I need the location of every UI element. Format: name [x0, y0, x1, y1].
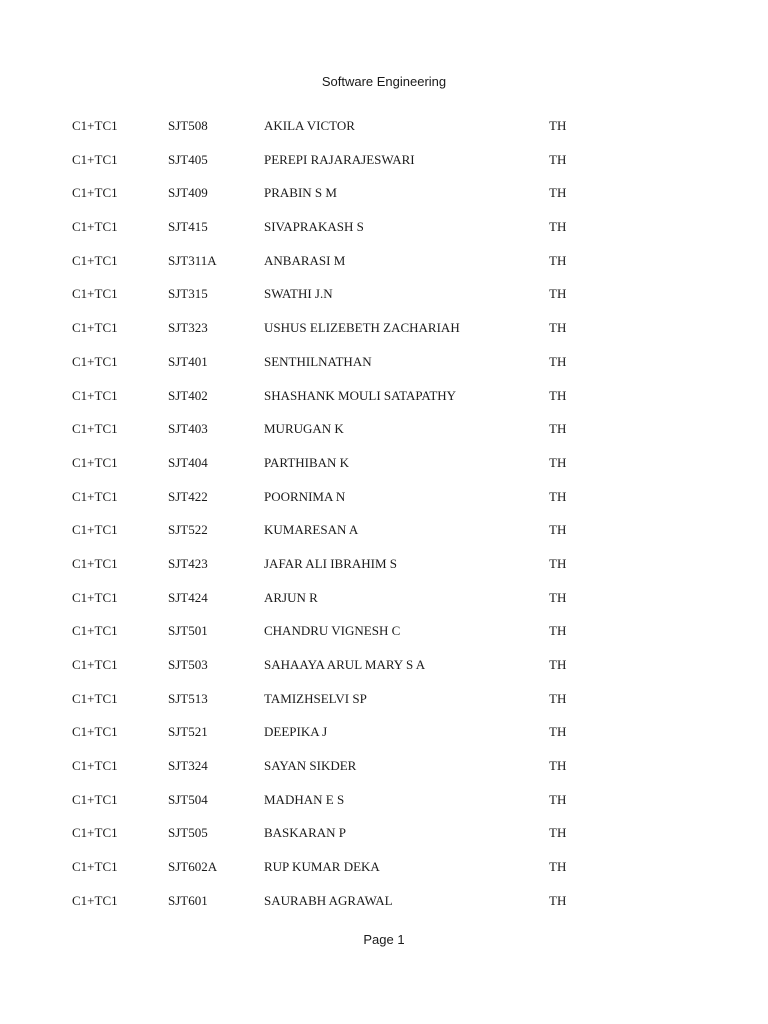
room-cell: SJT324 [168, 758, 208, 774]
type-cell: TH [549, 185, 567, 201]
list-row [0, 547, 768, 581]
type-cell: TH [549, 825, 567, 841]
type-cell: TH [549, 353, 567, 369]
list-row [0, 176, 768, 210]
page-number: Page 1 [363, 932, 405, 947]
room-cell: SJT404 [168, 454, 208, 470]
type-cell: TH [549, 488, 567, 504]
slot-cell: C1+TC1 [72, 118, 118, 133]
room-cell: SJT503 [168, 657, 208, 672]
slot-cell: C1+TC1 [72, 387, 118, 403]
list-row [0, 749, 768, 783]
faculty-name-cell: SAYAN SIKDER [264, 758, 357, 774]
list-row [0, 480, 768, 514]
list-row [0, 513, 768, 547]
list-row [0, 109, 768, 143]
room-cell: SJT508 [168, 118, 208, 133]
list-row [0, 884, 768, 918]
room-cell: SJT423 [168, 555, 208, 571]
type-cell: TH [549, 657, 567, 672]
faculty-name-cell: USHUS ELIZEBETH ZACHARIAH [264, 320, 460, 336]
room-cell: SJT521 [168, 724, 208, 740]
faculty-name-cell: SAHAAYA ARUL MARY S A [264, 657, 426, 672]
list-row [0, 783, 768, 817]
slot-cell: C1+TC1 [72, 892, 118, 908]
type-cell: TH [549, 892, 567, 908]
room-cell: SJT415 [168, 219, 208, 235]
room-cell: SJT403 [168, 421, 208, 437]
type-cell: TH [549, 219, 567, 235]
slot-cell: C1+TC1 [72, 219, 118, 235]
slot-cell: C1+TC1 [72, 286, 118, 302]
faculty-name-cell: SIVAPRAKASH S [264, 219, 364, 235]
slot-cell: C1+TC1 [72, 724, 118, 740]
type-cell: TH [549, 151, 567, 167]
type-cell: TH [549, 320, 567, 336]
faculty-name-cell: ANBARASI M [264, 252, 346, 268]
slot-cell: C1+TC1 [72, 589, 118, 605]
faculty-name-cell: TAMIZHSELVI SP [264, 690, 367, 706]
room-cell: SJT402 [168, 387, 208, 403]
type-cell: TH [549, 454, 567, 470]
list-row [0, 311, 768, 345]
type-cell: TH [549, 555, 567, 571]
list-row [0, 682, 768, 716]
faculty-name-cell: PARTHIBAN K [264, 454, 350, 470]
room-cell: SJT422 [168, 488, 208, 504]
faculty-name-cell: PEREPI RAJARAJESWARI [264, 151, 415, 167]
room-cell: SJT505 [168, 825, 208, 841]
faculty-name-cell: SENTHILNATHAN [264, 353, 372, 369]
slot-cell: C1+TC1 [72, 690, 118, 706]
slot-cell: C1+TC1 [72, 825, 118, 841]
slot-cell: C1+TC1 [72, 623, 118, 639]
type-cell: TH [549, 859, 567, 875]
type-cell: TH [549, 387, 567, 403]
list-row [0, 614, 768, 648]
faculty-name-cell: BASKARAN P [264, 825, 346, 841]
list-row [0, 277, 768, 311]
faculty-name-cell: PRABIN S M [264, 185, 337, 201]
type-cell: TH [549, 690, 567, 706]
slot-cell: C1+TC1 [72, 791, 118, 807]
page-title: Software Engineering [321, 74, 447, 89]
faculty-name-cell: CHANDRU VIGNESH C [264, 623, 401, 639]
slot-cell: C1+TC1 [72, 151, 118, 167]
slot-cell: C1+TC1 [72, 758, 118, 774]
faculty-name-cell: JAFAR ALI IBRAHIM S [264, 555, 398, 571]
faculty-name-cell: RUP KUMAR DEKA [264, 859, 380, 875]
slot-cell: C1+TC1 [72, 185, 118, 201]
list-row [0, 715, 768, 749]
faculty-name-cell: ARJUN R [264, 589, 318, 605]
room-cell: SJT311A [168, 252, 217, 268]
list-row [0, 345, 768, 379]
slot-cell: C1+TC1 [72, 859, 118, 875]
list-row [0, 648, 768, 682]
slot-cell: C1+TC1 [72, 320, 118, 336]
room-cell: SJT315 [168, 286, 208, 302]
list-row [0, 581, 768, 615]
faculty-list [0, 109, 768, 951]
list-row [0, 210, 768, 244]
list-row [0, 850, 768, 884]
room-cell: SJT513 [168, 690, 208, 706]
room-cell: SJT401 [168, 353, 208, 369]
slot-cell: C1+TC1 [72, 522, 118, 538]
room-cell: SJT522 [168, 522, 208, 538]
faculty-name-cell: DEEPIKA J [264, 724, 328, 740]
faculty-name-cell: MURUGAN K [264, 421, 344, 437]
room-cell: SJT602A [168, 859, 218, 875]
type-cell: TH [549, 758, 567, 774]
slot-cell: C1+TC1 [72, 454, 118, 470]
slot-cell: C1+TC1 [72, 421, 118, 437]
room-cell: SJT424 [168, 589, 208, 605]
type-cell: TH [549, 522, 567, 538]
slot-cell: C1+TC1 [72, 252, 118, 268]
slot-cell: C1+TC1 [72, 488, 118, 504]
list-row [0, 379, 768, 413]
list-row [0, 446, 768, 480]
room-cell: SJT504 [168, 791, 208, 807]
faculty-name-cell: KUMARESAN A [264, 522, 359, 538]
faculty-name-cell: AKILA VICTOR [264, 118, 355, 133]
slot-cell: C1+TC1 [72, 353, 118, 369]
type-cell: TH [549, 589, 567, 605]
list-row [0, 244, 768, 278]
type-cell: TH [549, 791, 567, 807]
faculty-name-cell: SAURABH AGRAWAL [264, 892, 393, 908]
list-row [0, 816, 768, 850]
faculty-name-cell: SHASHANK MOULI SATAPATHY [264, 387, 457, 403]
room-cell: SJT409 [168, 185, 208, 201]
slot-cell: C1+TC1 [72, 657, 118, 672]
type-cell: TH [549, 252, 567, 268]
faculty-name-cell: POORNIMA N [264, 488, 346, 504]
list-row [0, 143, 768, 177]
slot-cell: C1+TC1 [72, 555, 118, 571]
type-cell: TH [549, 724, 567, 740]
type-cell: TH [549, 421, 567, 437]
faculty-name-cell: SWATHI J.N [264, 286, 333, 302]
list-row [0, 412, 768, 446]
type-cell: TH [549, 118, 567, 133]
faculty-name-cell: MADHAN E S [264, 791, 345, 807]
type-cell: TH [549, 623, 567, 639]
room-cell: SJT601 [168, 892, 208, 908]
room-cell: SJT323 [168, 320, 208, 336]
room-cell: SJT501 [168, 623, 208, 639]
type-cell: TH [549, 286, 567, 302]
room-cell: SJT405 [168, 151, 208, 167]
